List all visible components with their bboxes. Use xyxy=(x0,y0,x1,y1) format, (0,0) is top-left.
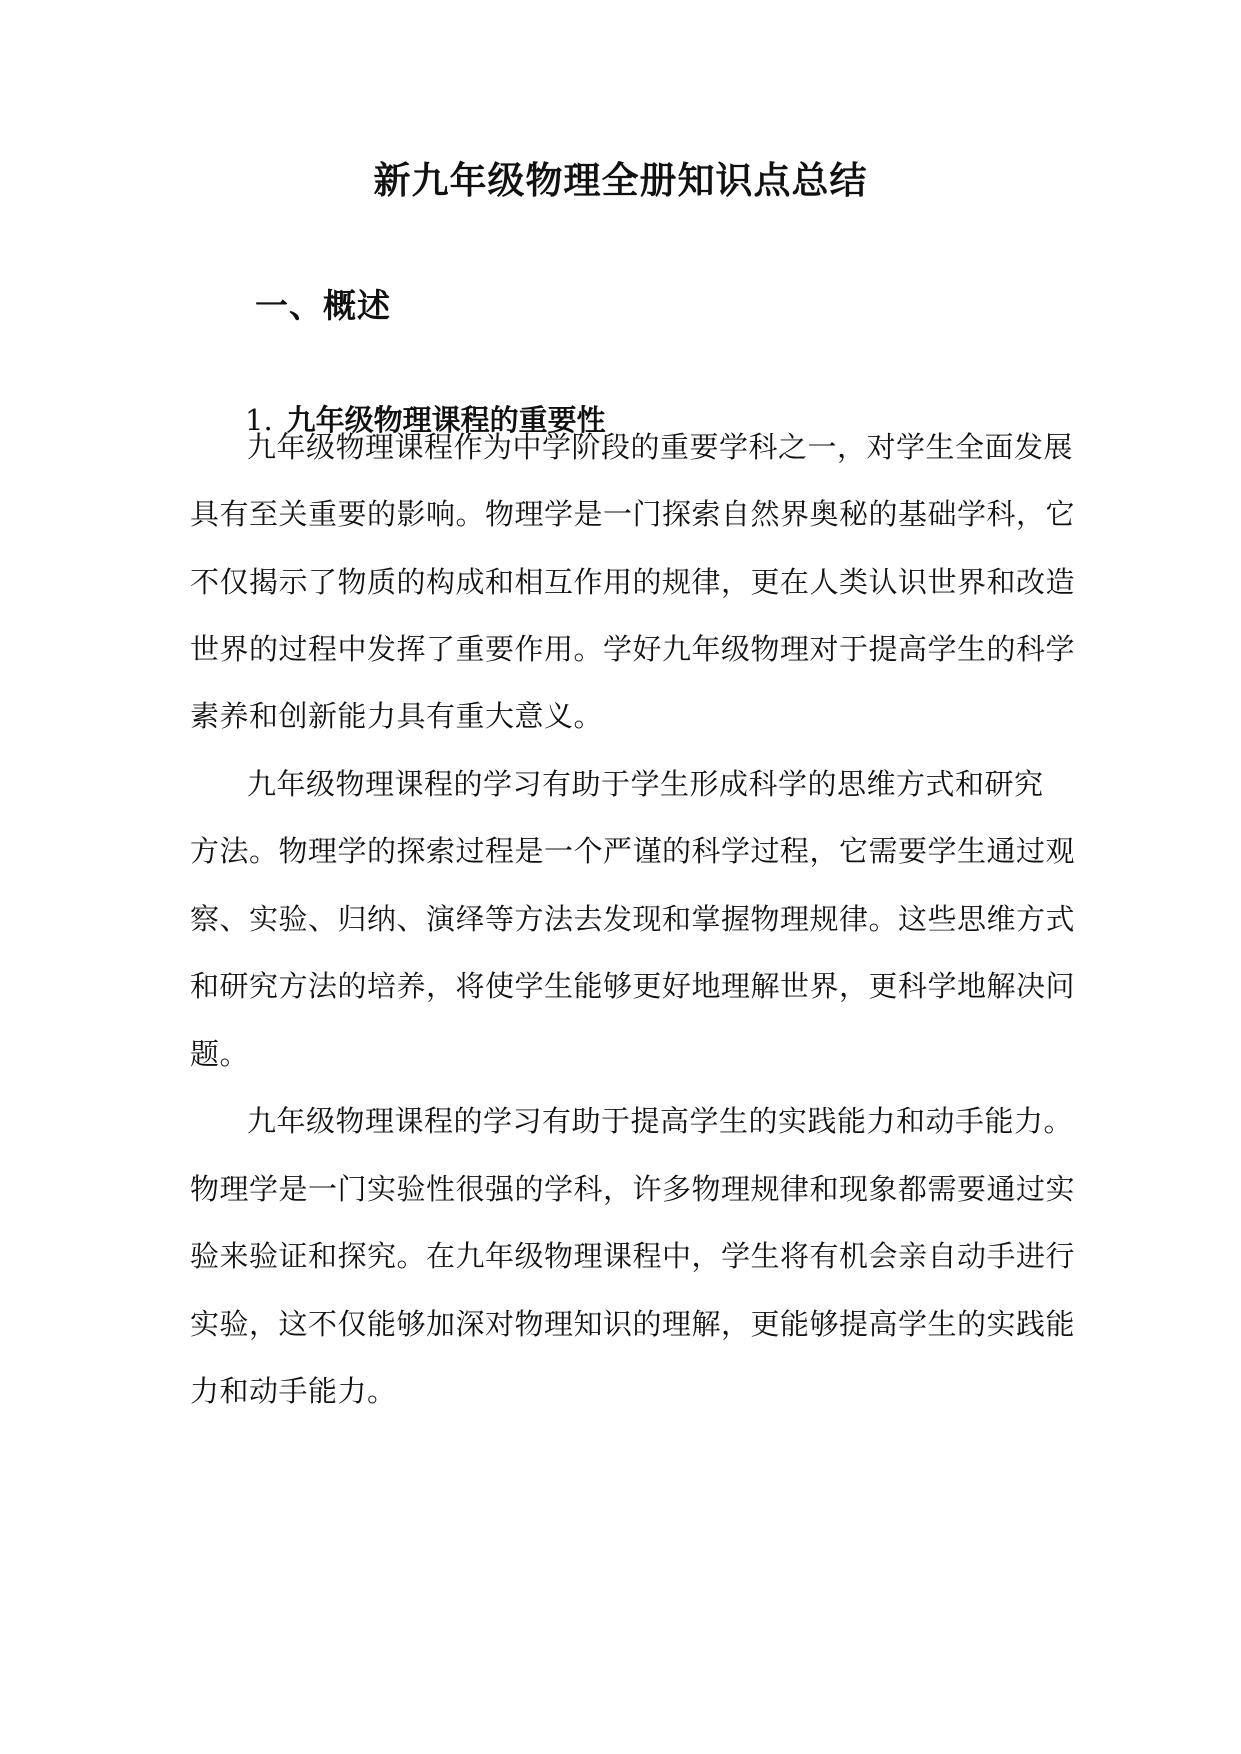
paragraph-1-line-2: 具有至关重要的影响。物理学是一门探索自然界奥秘的基础学科，它 xyxy=(190,497,1076,531)
paragraph-1-line-1: 九年级物理课程作为中学阶段的重要学科之一，对学生全面发展 xyxy=(247,430,1074,464)
paragraph-1-line-5: 素养和创新能力具有重大意义。 xyxy=(190,699,604,733)
section-heading: 一、概述 xyxy=(255,286,391,325)
paragraph-2-line-4: 和研究方法的培养，将使学生能够更好地理解世界，更科学地解决问 xyxy=(190,969,1076,1003)
paragraph-2-line-1: 九年级物理课程的学习有助于学生形成科学的思维方式和研究 xyxy=(247,767,1044,801)
paragraph-2-line-2: 方法。物理学的探索过程是一个严谨的科学过程，它需要学生通过观 xyxy=(190,834,1076,868)
subsection-number: 1. xyxy=(245,403,273,437)
paragraph-2-line-3: 察、实验、归纳、演绎等方法去发现和掌握物理规律。这些思维方式 xyxy=(190,902,1076,936)
paragraph-3-line-5: 力和动手能力。 xyxy=(190,1374,397,1408)
paragraph-1-line-3: 不仅揭示了物质的构成和相互作用的规律，更在人类认识世界和改造 xyxy=(190,565,1076,599)
paragraph-3-line-4: 实验，这不仅能够加深对物理知识的理解，更能够提高学生的实践能 xyxy=(190,1307,1076,1341)
subsection-label: 九年级物理课程的重要性 xyxy=(286,403,606,437)
paragraph-3-line-2: 物理学是一门实验性很强的学科，许多物理规律和现象都需要通过实 xyxy=(190,1172,1076,1206)
paragraph-2-line-5: 题。 xyxy=(190,1037,250,1071)
paragraph-3-line-1: 九年级物理课程的学习有助于提高学生的实践能力和动手能力。 xyxy=(247,1104,1074,1138)
document-title: 新九年级物理全册知识点总结 xyxy=(373,158,868,202)
paragraph-3-line-3: 验来验证和探究。在九年级物理课程中，学生将有机会亲自动手进行 xyxy=(190,1239,1076,1273)
paragraph-1-line-4: 世界的过程中发挥了重要作用。学好九年级物理对于提高学生的科学 xyxy=(190,632,1076,666)
